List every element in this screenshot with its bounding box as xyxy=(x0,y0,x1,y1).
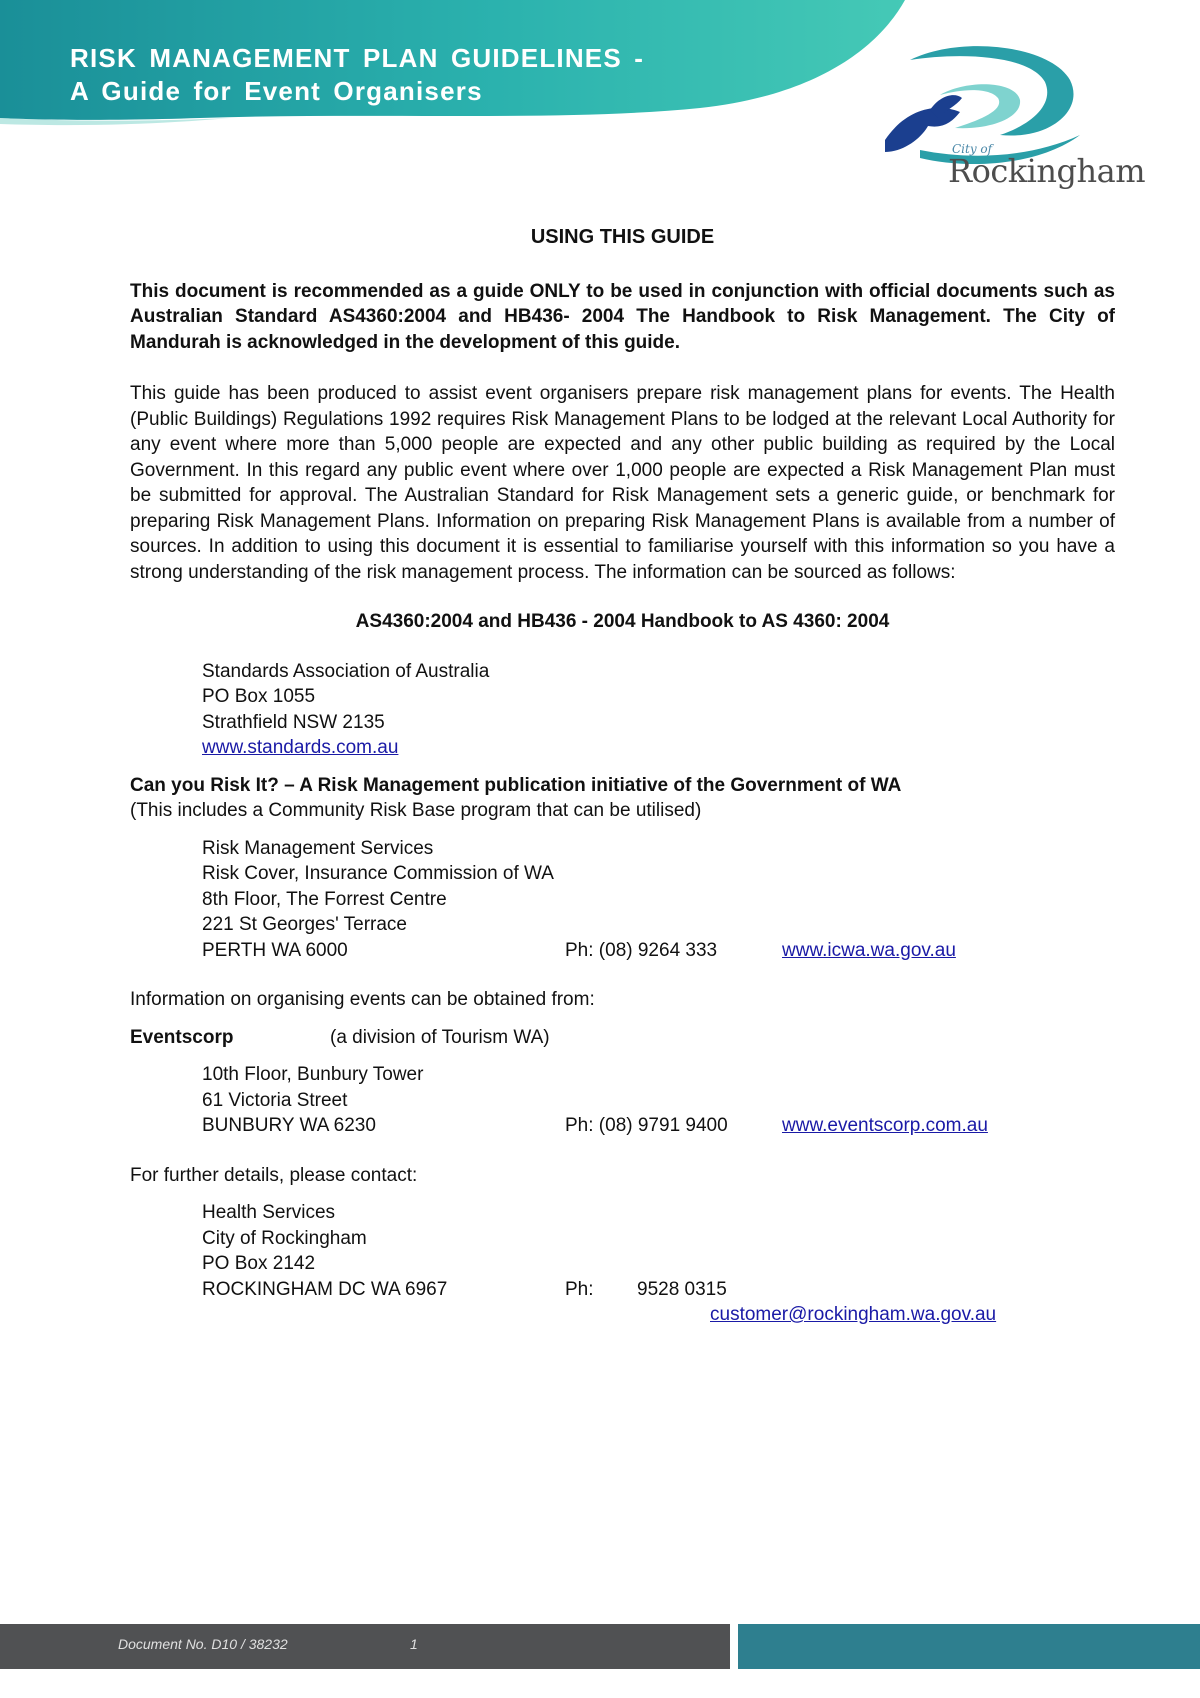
document-title-line2: A Guide for Event Organisers xyxy=(70,76,483,106)
document-title xyxy=(70,42,644,108)
standards-address-line: PO Box 1055 xyxy=(202,686,316,707)
logo-city-of-text: City of xyxy=(952,142,993,156)
eventscorp-division: (a division of Tourism WA) xyxy=(330,1026,550,1048)
risk-city: PERTH WA 6000 xyxy=(202,939,348,961)
standards-address xyxy=(202,659,1115,761)
health-email-row xyxy=(130,1302,1115,1328)
health-address-line: Health Services xyxy=(202,1202,336,1223)
standards-heading: AS4360:2004 and HB436 - 2004 Handbook to AS 4360: 2004 xyxy=(355,611,890,632)
risk-address-line: 221 St Georges' Terrace xyxy=(202,914,408,935)
health-address-line: City of Rockingham xyxy=(202,1227,367,1249)
standards-address-line: Standards Association of Australia xyxy=(202,660,490,682)
standards-website-link[interactable]: www.standards.com.au xyxy=(202,737,399,758)
eventscorp-name: Eventscorp xyxy=(130,1026,234,1048)
health-phone-number: 9528 0315 xyxy=(637,1278,727,1300)
section-title: USING THIS GUIDE xyxy=(530,226,715,248)
risk-phone: Ph: (08) 9264 333 xyxy=(565,939,718,961)
footer-bar-right xyxy=(738,1624,1200,1669)
document-title-line1: RISK MANAGEMENT PLAN GUIDELINES - xyxy=(70,43,645,73)
icwa-website-link[interactable]: www.icwa.wa.gov.au xyxy=(782,939,956,961)
eventscorp-address-line: 61 Victoria Street xyxy=(202,1089,348,1111)
further-details-text: For further details, please contact: xyxy=(130,1164,418,1186)
risk-services-address xyxy=(202,836,1115,938)
health-address-line: PO Box 2142 xyxy=(202,1253,316,1274)
eventscorp-phone: Ph: (08) 9791 9400 xyxy=(565,1115,728,1136)
standards-address-line: Strathfield NSW 2135 xyxy=(202,711,385,733)
health-city: ROCKINGHAM DC WA 6967 xyxy=(202,1278,448,1300)
footer-bar-left xyxy=(0,1624,730,1669)
health-services-address xyxy=(202,1200,1115,1277)
eventscorp-address xyxy=(202,1062,1115,1113)
can-you-risk-heading: Can you Risk It? – A Risk Management publication initiative of the Government of WA xyxy=(130,774,902,796)
risk-contact-row xyxy=(130,938,1115,964)
risk-address-line: Risk Management Services xyxy=(202,837,434,859)
risk-address-line: 8th Floor, The Forrest Centre xyxy=(202,888,447,910)
intro-paragraph: This document is recommended as a guide ONLY to be used in conjunction with official documents such as Australian Standard AS4360:2004 and HB436- 2004 The Handbook to Risk Management. The City of Mandurah is acknowledged in the development of this guide. xyxy=(130,280,1115,353)
events-info-text: Information on organising events can be obtained from: xyxy=(130,989,595,1010)
main-content xyxy=(130,225,1115,1328)
risk-address-line: Risk Cover, Insurance Commission of WA xyxy=(202,863,554,884)
health-phone-label: Ph: xyxy=(565,1278,594,1300)
customer-email-link[interactable]: customer@rockingham.wa.gov.au xyxy=(710,1304,997,1325)
body-paragraph: This guide has been produced to assist event organisers prepare risk management plans for events. The Health (Public Buildings) Regulations 1992 requires Risk Management Plans to be lodged at the relevant Local Authority for any event where more than 5,000 people are expected and any other public building as required by the Local Government. In this regard any public event where over 1,000 people are expected a Risk Management Plan must be submitted for approval. The Australian Standard for Risk Management sets a generic guide, or benchmark for preparing Risk Management Plans. Information on preparing Risk Management Plans is available from a number of sources. In addition to using this document it is essential to familiarise yourself with this information so you have a strong understanding of the risk management process. The information can be sourced as follows: xyxy=(130,383,1115,583)
eventscorp-contact-row xyxy=(130,1113,1115,1139)
page-number: 1 xyxy=(410,1636,418,1652)
eventscorp-city: BUNBURY WA 6230 xyxy=(202,1115,376,1136)
eventscorp-heading-row xyxy=(130,1025,1115,1051)
eventscorp-website-link[interactable]: www.eventscorp.com.au xyxy=(782,1115,988,1136)
can-you-risk-subtext: (This includes a Community Risk Base program that can be utilised) xyxy=(130,800,702,821)
logo-rockingham-text: Rockingham xyxy=(948,152,1146,190)
health-contact-row xyxy=(130,1277,1115,1303)
document-number: Document No. D10 / 38232 xyxy=(118,1636,288,1652)
eventscorp-address-line: 10th Floor, Bunbury Tower xyxy=(202,1064,424,1085)
